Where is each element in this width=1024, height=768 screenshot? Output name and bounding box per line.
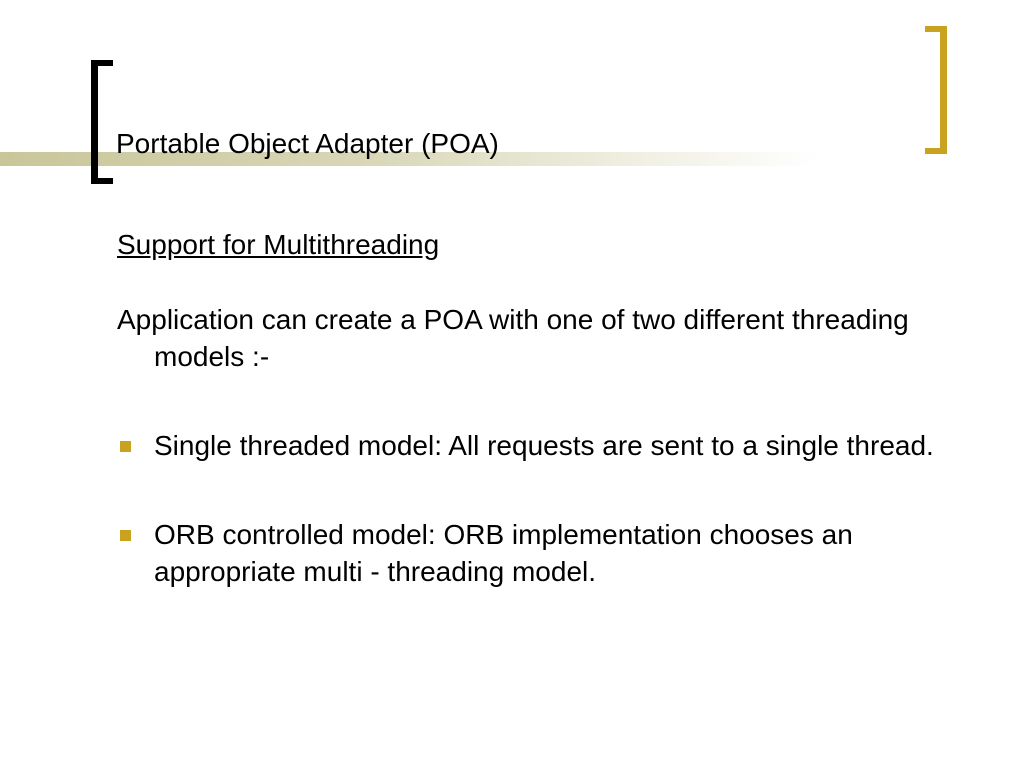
intro-paragraph: Application can create a POA with one of two different threading models :- xyxy=(117,304,909,372)
square-bullet-icon xyxy=(120,530,131,541)
slide-title: Portable Object Adapter (POA) xyxy=(116,128,499,159)
bullet-item xyxy=(117,516,957,590)
section-heading: Support for Multithreading xyxy=(117,229,440,260)
square-bullet-icon xyxy=(120,441,131,452)
right-bracket-decoration xyxy=(925,26,947,154)
bullet-text: ORB controlled model: ORB implementation chooses an appropriate multi - threading model. xyxy=(154,519,853,587)
bullet-text: Single threaded model: All requests are sent to a single thread. xyxy=(154,430,934,461)
bullet-item xyxy=(117,427,957,464)
slide-body xyxy=(117,226,957,590)
left-bracket-decoration xyxy=(91,60,113,184)
